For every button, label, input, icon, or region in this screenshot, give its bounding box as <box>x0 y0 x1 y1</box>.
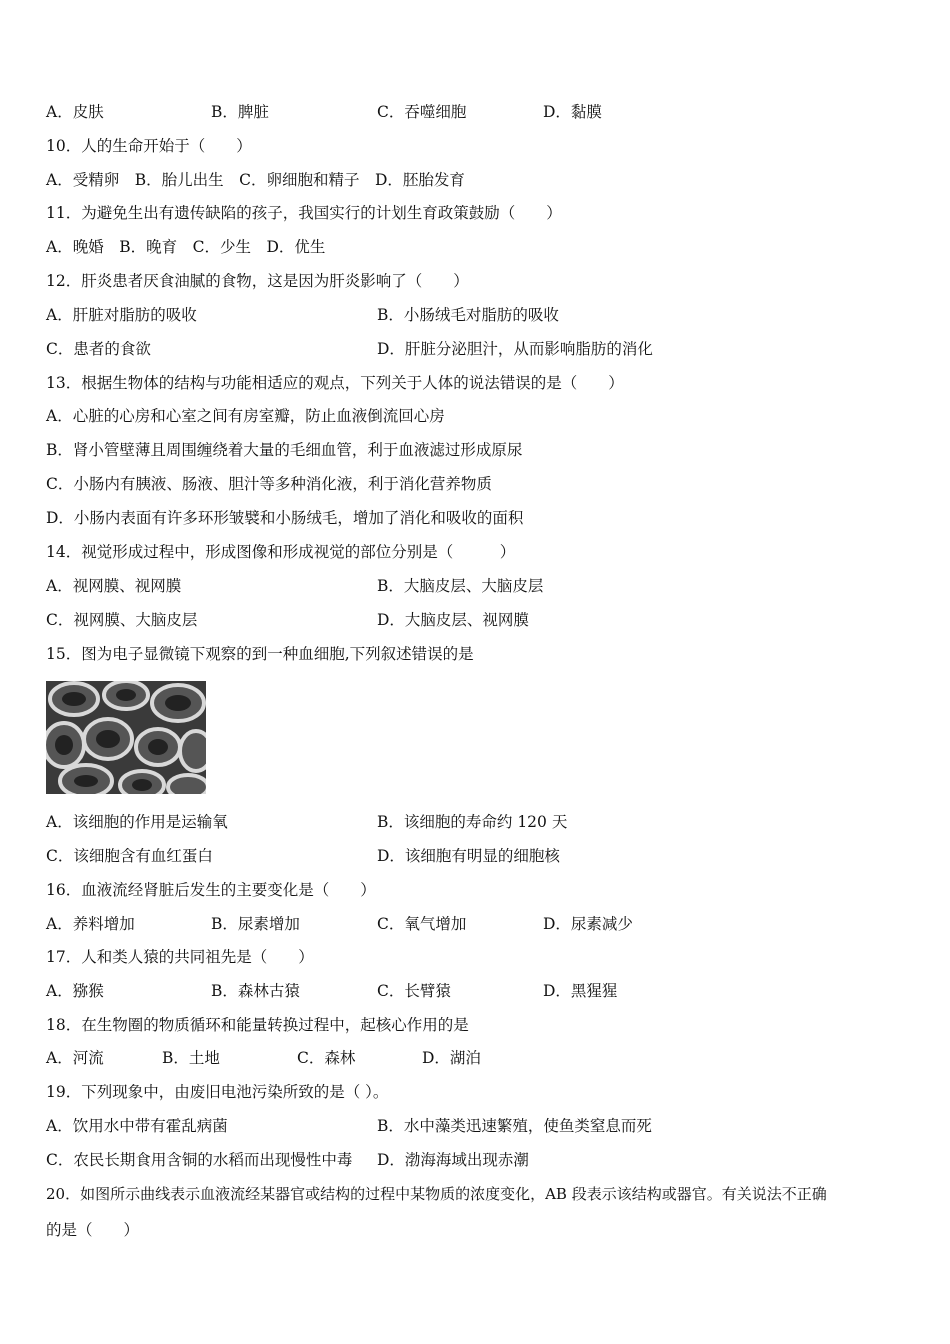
q11-options: A．晚婚 B．晚育 C．少生 D．优生 <box>46 238 326 256</box>
q16-option-d: D．尿素减少 <box>543 915 633 933</box>
q18-stem: 18．在生物圈的物质循环和能量转换过程中，起核心作用的是 <box>46 1016 469 1034</box>
q19-option-c: C．农民长期食用含铜的水稻而出现慢性中毒 <box>46 1151 353 1169</box>
q15-option-a: A．该细胞的作用是运输氧 <box>46 813 228 831</box>
q17-option-c: C．长臂猿 <box>377 982 451 1000</box>
q14-option-d: D．大脑皮层、视网膜 <box>377 611 529 629</box>
q20-stem-line1: 20．如图所示曲线表示血液流经某器官或结构的过程中某物质的浓度变化，AB 段表示该结构或器官。有关说法不正确 <box>46 1185 827 1203</box>
q19-option-b: B．水中藻类迅速繁殖，使鱼类窒息而死 <box>377 1117 652 1135</box>
q9-option-a: A．皮肤 <box>46 103 104 121</box>
q13-option-d: D．小肠内表面有许多环形皱襞和小肠绒毛，增加了消化和吸收的面积 <box>46 509 524 527</box>
q9-option-b: B．脾脏 <box>211 103 269 121</box>
q13-option-c: C．小肠内有胰液、肠液、胆汁等多种消化液，利于消化营养物质 <box>46 475 492 493</box>
q17-option-a: A．猕猴 <box>46 982 104 1000</box>
q14-stem: 14．视觉形成过程中，形成图像和形成视觉的部位分别是（ ） <box>46 543 516 561</box>
q13-stem: 13．根据生物体的结构与功能相适应的观点，下列关于人体的说法错误的是（ ） <box>46 374 624 392</box>
q16-stem: 16．血液流经肾脏后发生的主要变化是（ ） <box>46 881 376 899</box>
q14-option-b: B．大脑皮层、大脑皮层 <box>377 577 544 595</box>
q18-option-d: D．湖泊 <box>422 1049 481 1067</box>
q13-option-b: B．肾小管壁薄且周围缠绕着大量的毛细血管，利于血液滤过形成原尿 <box>46 441 523 459</box>
q12-option-c: C．患者的食欲 <box>46 340 151 358</box>
q16-option-c: C．氧气增加 <box>377 915 467 933</box>
q16-option-b: B．尿素增加 <box>211 915 300 933</box>
q14-option-a: A．视网膜、视网膜 <box>46 577 182 595</box>
q12-option-a: A．肝脏对脂肪的吸收 <box>46 306 197 324</box>
q17-option-b: B．森林古猿 <box>211 982 300 1000</box>
q12-stem: 12．肝炎患者厌食油腻的食物，这是因为肝炎影响了（ ） <box>46 272 469 290</box>
q10-options: A．受精卵 B．胎儿出生 C．卵细胞和精子 D．胚胎发育 <box>46 171 465 189</box>
q19-option-d: D．渤海海域出现赤潮 <box>377 1151 529 1169</box>
q18-option-b: B．土地 <box>162 1049 220 1067</box>
q13-option-a: A．心脏的心房和心室之间有房室瓣，防止血液倒流回心房 <box>46 407 445 425</box>
q16-option-a: A．养料增加 <box>46 915 135 933</box>
q11-stem: 11．为避免生出有遗传缺陷的孩子，我国实行的计划生育政策鼓励（ ） <box>46 204 562 222</box>
q14-option-c: C．视网膜、大脑皮层 <box>46 611 198 629</box>
q20-stem-line2: 的是（ ） <box>46 1221 140 1239</box>
blood-cell-micrograph <box>46 681 206 794</box>
q10-stem: 10．人的生命开始于（ ） <box>46 137 252 155</box>
q15-stem: 15．图为电子显微镜下观察的到一种血细胞,下列叙述错误的是 <box>46 645 474 663</box>
q17-option-d: D．黑猩猩 <box>543 982 618 1000</box>
q12-option-b: B．小肠绒毛对脂肪的吸收 <box>377 306 559 324</box>
q18-option-c: C．森林 <box>297 1049 356 1067</box>
micrograph-drawing <box>46 681 206 794</box>
q12-option-d: D．肝脏分泌胆汁，从而影响脂肪的消化 <box>377 340 653 358</box>
q15-option-c: C．该细胞含有血红蛋白 <box>46 847 213 865</box>
q9-option-d: D．黏膜 <box>543 103 602 121</box>
q18-option-a: A．河流 <box>46 1049 104 1067</box>
q15-option-d: D．该细胞有明显的细胞核 <box>377 847 560 865</box>
q19-option-a: A．饮用水中带有霍乱病菌 <box>46 1117 228 1135</box>
q9-option-c: C．吞噬细胞 <box>377 103 467 121</box>
q15-option-b: B．该细胞的寿命约 120 天 <box>377 813 568 831</box>
q19-stem: 19．下列现象中，由废旧电池污染所致的是（ ）。 <box>46 1083 389 1101</box>
q17-stem: 17．人和类人猿的共同祖先是（ ） <box>46 948 314 966</box>
